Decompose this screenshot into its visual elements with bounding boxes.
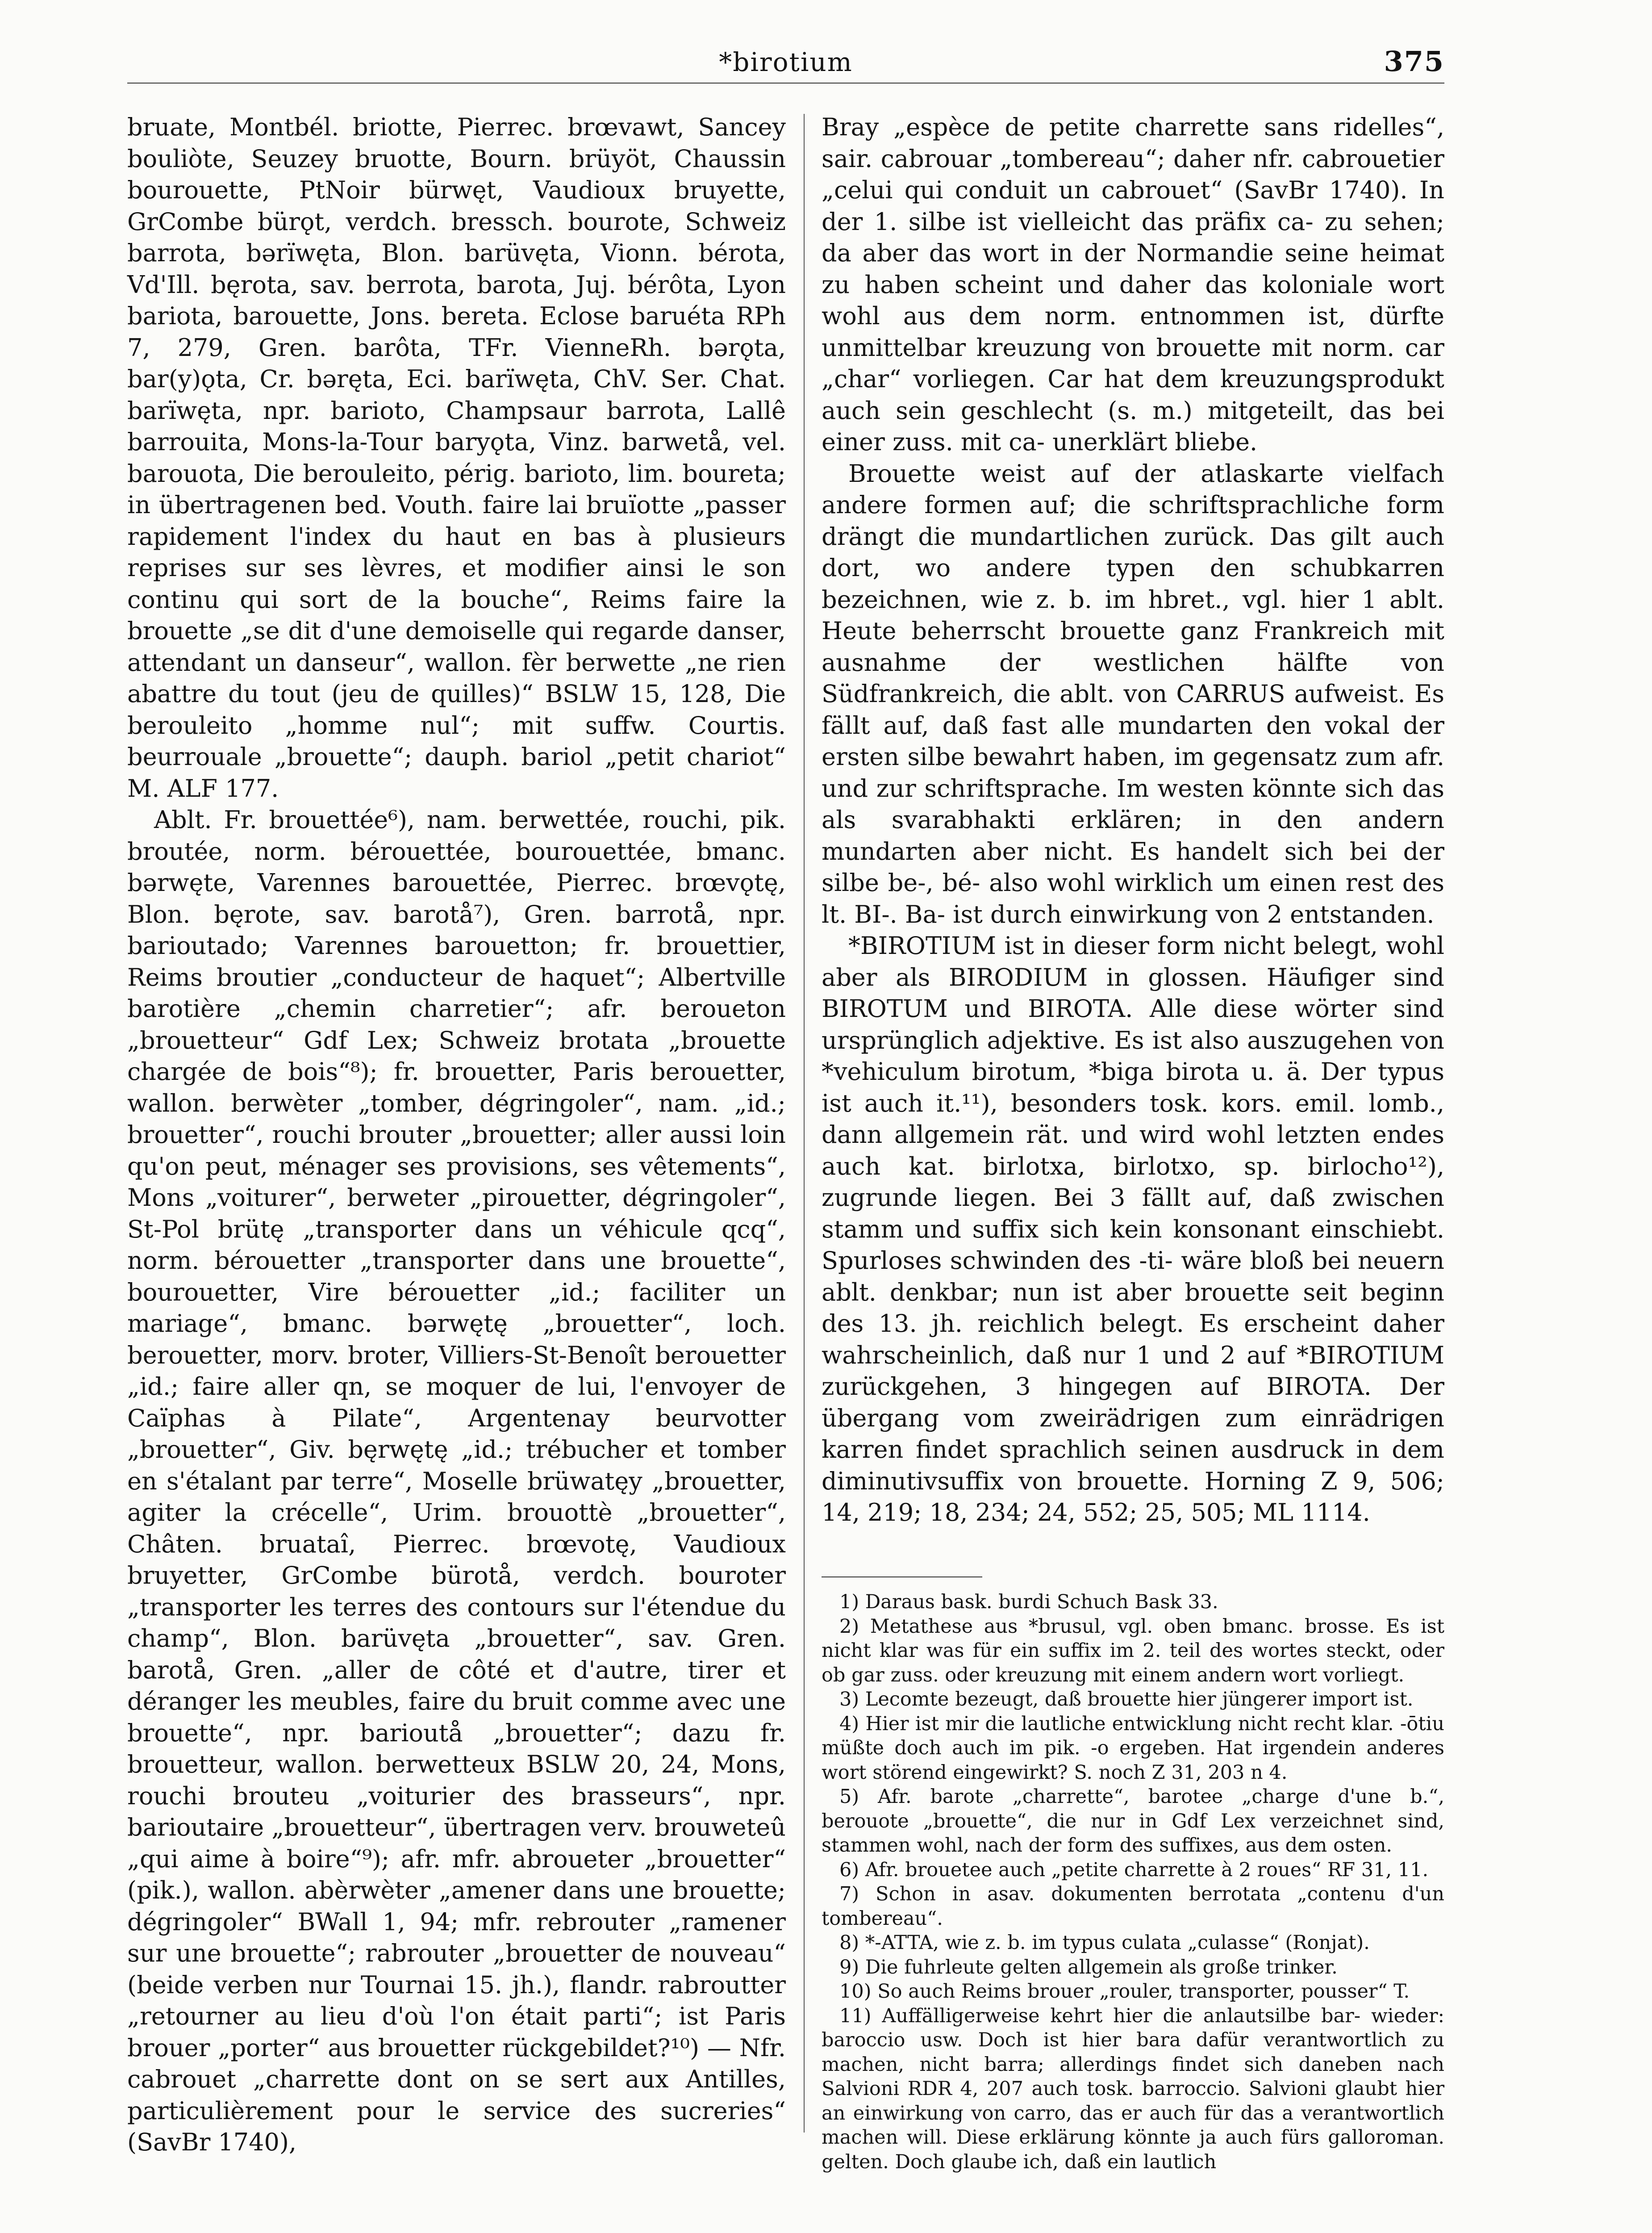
right-paragraph-3: *BIROTIUM ist in dieser form nicht belegt, wohl aber als BIRODIUM in glossen. Häufiger sind BIROTUM und BIROTA. Alle diese wörter sind ursprünglich adjektive. Es ist also auszugehen von *vehiculum birotum, *biga birota u. ä. Der typus ist auch it.¹¹), besonders tosk. kors. emil. lomb., dann allgemein rät. und wird wohl letzten endes auch kat. birlotxa, birlotxo, sp. birlocho¹²), zugrunde liegen. Bei 3 fällt auf, daß zwischen stamm und suffix sich kein konsonant einschiebt. Spurloses schwinden des -ti- wäre bloß bei neuern ablt. denkbar; nun ist aber brouette seit beginn des 13. jh. reichlich belegt. Es erscheint daher wahrscheinlich, daß nur 1 und 2 auf *BIROTIUM zurückgehen, 3 hingegen auf BIROTA. Der übergang vom zweirädrigen zum einrädrigen karren findet sprachlich seinen ausdruck in dem diminutivsuffix von brouette. Horning Z 9, 506; 14, 219; 18, 234; 24, 552; 25, 505; ML 1114. (822, 932, 1444, 1526)
footnote-11: 11) Auffälligerweise kehrt hier die anlautsilbe bar- wieder: baroccio usw. Doch ist hier bara dafür verantwortlich zu machen, nicht barra; allerdings findet sich daneben nach Salvioni RDR 4, 207 auch tosk. barroccio. Salvioni glaubt hier an einwirkung von carro, das er auch für das a verantwortlich machen will. Diese erklärung könnte ja auch fürs galloroman. gelten. Doch glaube ich, daß ein lautlich (822, 2004, 1444, 2173)
footnote-9: 9) Die fuhrleute gelten allgemein als große trinker. (839, 1956, 1338, 1978)
column-divider (804, 114, 805, 2133)
footnote-2: 2) Metathese aus *brusul, vgl. oben bmanc. brosse. Es ist nicht klar was für ein suffix im 2. teil des wortes steckt, oder ob gar zuss. oder kreuzung mit einem andern wort vorliegt. (822, 1615, 1444, 1686)
running-title: *birotium (719, 47, 853, 77)
footnotes (822, 1590, 1444, 2174)
left-column (127, 112, 786, 2158)
footnote-3: 3) Lecomte bezeugt, daß brouette hier jüngerer import ist. (839, 1688, 1414, 1710)
right-paragraph-1: Bray „espèce de petite charrette sans ridelles“, sair. cabrouar „tombereau“; daher nfr. cabrouetier „celui qui conduit un cabrouet“ (SavBr 1740). In der 1. silbe ist vielleicht das präfix ca- zu sehen; da aber das wort in der Normandie seine heimat zu haben scheint und daher das koloniale wort wohl aus dem norm. entnommen ist, dürfte unmittelbar kreuzung von brouette mit norm. car „char“ vorliegen. Car hat dem kreuzungsprodukt auch sein geschlecht (s. m.) mitgeteilt, das bei einer zuss. mit ca- unerklärt bliebe. (822, 113, 1444, 456)
footnote-6: 6) Afr. brouetee auch „petite charrette à 2 roues“ RF 31, 11. (839, 1858, 1429, 1881)
footnote-5: 5) Afr. barote „charrette“, barotee „charge d'une b.“, berouote „brouette“, die nur in Gdf Lex verzeichnet sind, stammen wohl, nach der form des suffixes, aus dem osten. (822, 1786, 1444, 1857)
left-paragraph-2: Ablt. Fr. brouettée⁶), nam. berwettée, rouchi, pik. broutée, norm. bérouettée, bourouettée, bmanc. bərwęte, Varennes barouettée, Pierrec. brœvǫtę, Blon. bęrote, sav. barotå⁷), Gren. barrotå, npr. barioutado; Varennes barouetton; fr. brouettier, Reims broutier „conducteur de haquet“; Albertville barotière „chemin charretier“; afr. beroueton „brouetteur“ Gdf Lex; Schweiz brotata „brouette chargée de bois“⁸); fr. brouetter, Paris berouetter, wallon. berwèter „tomber, dégringoler“, nam. „id.; brouetter“, rouchi brouter „brouetter; aller aussi loin qu'on peut, ménager ses provisions, ses vêtements“, Mons „voiturer“, berweter „pirouetter, dégringoler“, St-Pol brütę „transporter dans un véhicule qcq“, norm. bérouetter „transporter dans une brouette“, bourouetter, Vire bérouetter „id.; faciliter un mariage“, bmanc. bərwętę „brouetter“, loch. berouetter, morv. broter, Villiers-St-Benoît berouetter „id.; faire aller qn, se moquer de lui, l'envoyer de Caïphas à Pilate“, Argentenay beurvotter „brouetter“, Giv. bęrwętę „id.; trébucher et tomber en s'étalant par terre“, Moselle brüwatęy „brouetter, agiter la crécelle“, Urim. brouottè „brouetter“, Châten. bruataî, Pierrec. brœvotę, Vaudioux bruyetter, GrCombe bürotå, verdch. bouroter „transporter les terres des contours sur l'étendue du champ“, Blon. barüvęta „brouetter“, sav. Gren. barotå, Gren. „aller de côté et d'autre, tirer et déranger les meubles, faire du bruit comme avec une brouette“, npr. barioutå „brouetter“; dazu fr. brouetteur, wallon. berwetteux BSLW 20, 24, Mons, rouchi brouteu „voiturier des brasseurs“, npr. barioutaire „brouetteur“, übertragen verv. brouweteû „qui aime à boire“⁹); afr. mfr. abroueter „brouetter“ (pik.), wallon. abèrwèter „amener dans une brouette; dégringoler“ BWall 1, 94; mfr. rebrouter „ramener sur une brouette“; rabrouter „brouetter de nouveau“ (beide verben nur Tournai 15. jh.), flandr. rabroutter „retourner au lieu d'où l'on était parti“; ist Paris brouer „porter“ aus brouetter rückgebildet?¹⁰) — Nfr. cabrouet „charrette dont on se sert aux Antilles, particulièrement pour le service des sucreries“ (SavBr 1740), (127, 806, 786, 2156)
right-paragraph-2: Brouette weist auf der atlaskarte vielfach andere formen auf; die schriftsprachliche form drängt die mundartlichen zurück. Das gilt auch dort, wo andere typen den schubkarren bezeichnen, wie z. b. im hbret., vgl. hier 1 ablt. Heute beherrscht brouette ganz Frankreich mit ausnahme der westlichen hälfte von Südfrankreich, die ablt. von CARRUS aufweist. Es fällt auf, daß fast alle mundarten den vokal der ersten silbe bewahrt haben, im gegensatz zum afr. und zur schriftsprache. Im westen könnte sich das als svarabhakti erklären; in den andern mundarten aber nicht. Es handelt sich bei der silbe be-, bé- also wohl wirklich um einen rest des lt. BI-. Ba- ist durch einwirkung von 2 entstanden. (822, 459, 1444, 928)
footnote-4: 4) Hier ist mir die lautliche entwicklung nicht recht klar. -ōtiu müßte doch auch im pik. -o ergeben. Hat irgendein anderes wort störend eingewirkt? S. noch Z 31, 203 n 4. (822, 1712, 1444, 1784)
footnote-7: 7) Schon in asav. dokumenten berrotata „contenu d'un tombereau“. (822, 1883, 1444, 1930)
footnote-8: 8) *-ATTA, wie z. b. im typus culata „culasse“ (Ronjat). (839, 1932, 1370, 1954)
footnote-separator (822, 1576, 982, 1577)
right-column (822, 112, 1444, 1529)
footnote-1: 1) Daraus bask. burdi Schuch Bask 33. (839, 1591, 1218, 1613)
footnote-10: 10) So auch Reims brouer „rouler, transporter, pousser“ T. (839, 1980, 1410, 2003)
left-paragraph-1: bruate, Montbél. briotte, Pierrec. brœvawt, Sancey bouliòte, Seuzey bruotte, Bourn. brüyöt, Chaussin bourouette, PtNoir bürwęt, Vaudioux bruyette, GrCombe bürǫt, verdch. bressch. bourote, Schweiz barrota, bərïwęta, Blon. barüvęta, Vionn. bérota, Vd'Ill. bęrota, sav. berrota, barota, Juj. bérôta, Lyon bariota, barouette, Jons. bereta. Eclose baruéta RPh 7, 279, Gren. barôta, TFr. VienneRh. bərǫta, bar(y)ǫta, Cr. bəręta, Eci. barïwęta, ChV. Ser. Chat. barïwęta, npr. barioto, Champsaur barrota, Lallê barrouita, Mons-la-Tour baryǫta, Vinz. barwetå, vel. barouota, Die berouleito, périg. barioto, lim. boureta; in übertragenen bed. Vouth. faire lai bruïotte „passer rapidement l'index du haut en bas à plusieurs reprises sur ses lèvres, et modifier ainsi le son continu qui sort de la bouche“, Reims faire la brouette „se dit d'une demoiselle qui regarde danser, attendant un danseur“, wallon. fèr berwette „ne rien abattre du tout (jeu de quilles)“ BSLW 15, 128, Die berouleito „homme nul“; mit suffw. Courtis. beurrouale „brouette“; dauph. bariol „petit chariot“ M. ALF 177. (127, 113, 786, 803)
running-head (127, 38, 1444, 84)
page-number: 375 (1384, 45, 1444, 78)
